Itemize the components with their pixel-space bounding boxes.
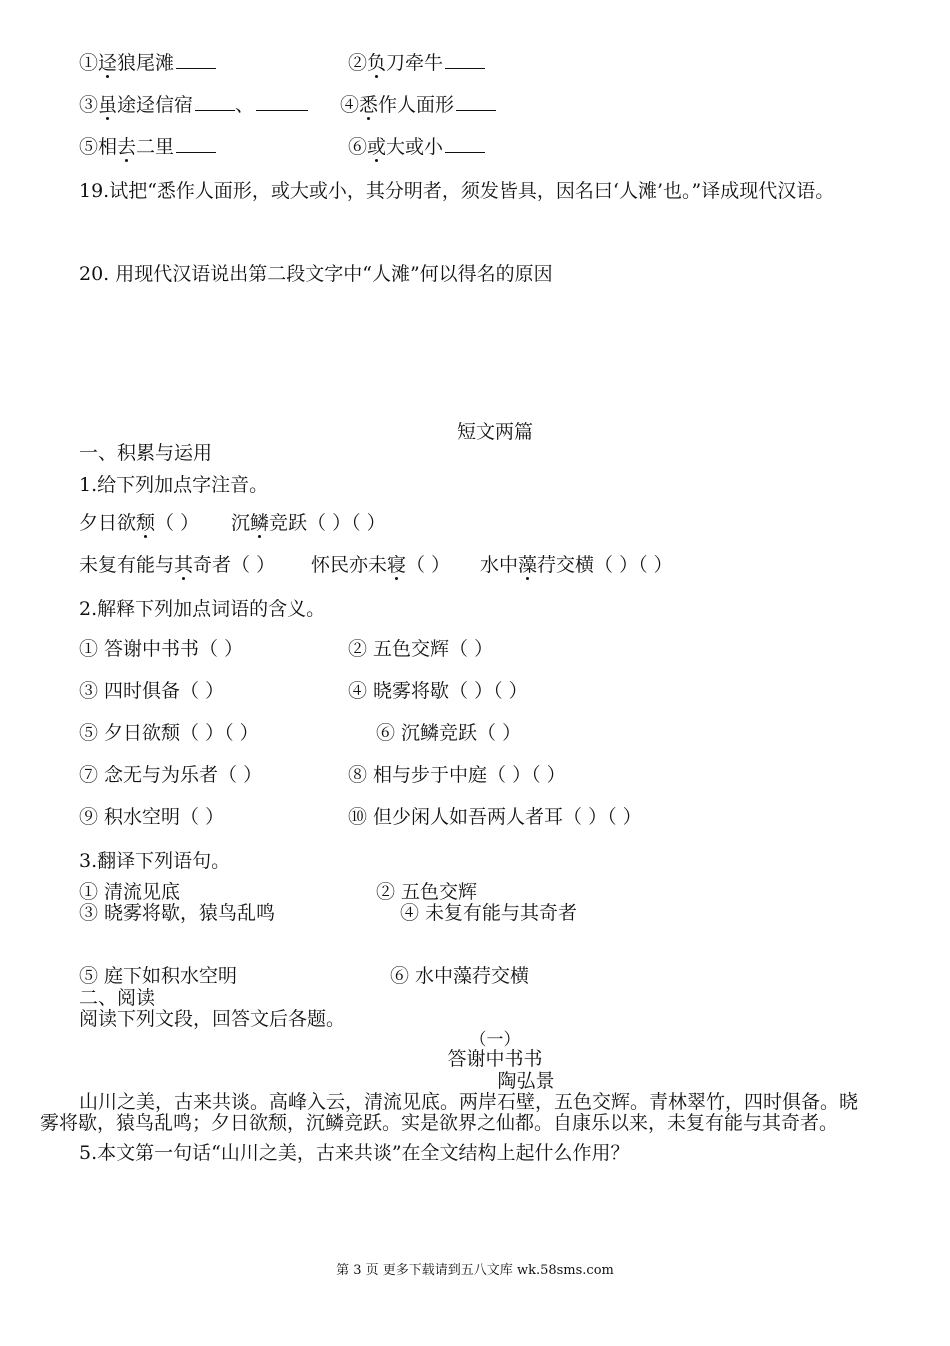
dotted-char: 悉 [359, 94, 379, 116]
passage-author: 陶弘景 [497, 1070, 555, 1092]
page-footer: 第 3 页 更多下载请到五八文库 wk.58sms.com [336, 1263, 614, 1278]
dotted-char: 寝 [387, 554, 407, 576]
answer-blank[interactable] [445, 50, 485, 69]
question-2-title: 2.解释下列加点词语的含义。 [79, 598, 326, 620]
passage-title: 答谢中书书 [447, 1048, 543, 1070]
q2-item-4: ④ 晓雾将歇（ ）（ ） [348, 680, 528, 702]
passage-line-2: 雾将歇，猿鸟乱鸣；夕日欲颓，沉鳞竞跃。实是欲界之仙都。自康乐以来，未复有能与其奇者。 [40, 1112, 839, 1134]
q18-item-4: ④悉作人面形 [340, 91, 496, 119]
question-3-title: 3.翻译下列语句。 [79, 850, 231, 872]
dotted-char: 鳞 [250, 512, 270, 534]
section-title: 短文两篇 [456, 421, 533, 443]
q18-item-6: ⑥或大或小 [348, 133, 485, 161]
q3-item-2: ② 五色交辉 [376, 881, 478, 903]
answer-blank[interactable] [456, 92, 496, 111]
q3-item-5: ⑤ 庭下如积水空明 [79, 965, 238, 987]
dotted-char: 虽 [98, 94, 118, 116]
passage-line-1: 山川之美，古来共谈。高峰入云，清流见底。两岸石壁，五色交辉。青林翠竹，四时俱备。晓 [79, 1091, 859, 1113]
q2-item-9: ⑨ 积水空明（ ） [79, 806, 225, 828]
q2-item-1: ① 答谢中书书（ ） [79, 638, 244, 660]
answer-blank[interactable] [195, 92, 235, 111]
dotted-char: 去 [117, 136, 137, 158]
q1-item: 沉鳞竞跃（ ）（ ） [231, 512, 386, 534]
q1-item: 夕日欲颓（ ） [79, 512, 200, 534]
dotted-char: 迳 [98, 52, 118, 74]
q3-item-6: ⑥ 水中藻荇交横 [390, 965, 530, 987]
q18-item-1: ①迳狼尾滩 [79, 49, 216, 77]
dotted-char: 或 [367, 136, 387, 158]
q3-item-3: ③ 晓雾将歇，猿鸟乱鸣 [79, 902, 276, 924]
question-1-title: 1.给下列加点字注音。 [79, 474, 269, 496]
part-two-heading: 二、阅读 [79, 987, 156, 1009]
answer-blank[interactable] [445, 134, 485, 153]
passage-number: （一） [469, 1030, 521, 1050]
q2-item-5: ⑤ 夕日欲颓（ ）（ ） [79, 722, 259, 744]
q2-item-6: ⑥ 沉鳞竞跃（ ） [376, 722, 522, 744]
q3-item-1: ① 清流见底 [79, 881, 181, 903]
question-20: 20. 用现代汉语说出第二段文字中“人滩”何以得名的原因 [79, 263, 553, 285]
q3-item-4: ④ 未复有能与其奇者 [400, 902, 578, 924]
question-19: 19.试把“悉作人面形，或大或小，其分明者，须发皆具，因名曰‘人滩’也。”译成现代汉语。 [79, 180, 835, 202]
q1-item: 未复有能与其奇者（ ） [79, 554, 276, 576]
question-5: 5.本文第一句话“山川之美，古来共谈”在全文结构上起什么作用？ [79, 1142, 630, 1164]
q18-item-3: ③虽途迳信宿 、 [79, 91, 308, 119]
q2-item-8: ⑧ 相与步于中庭（ ）（ ） [348, 764, 566, 786]
dotted-char: 颓 [136, 512, 156, 534]
reading-instruction: 阅读下列文段，回答文后各题。 [79, 1008, 346, 1030]
dotted-char: 藻 [518, 554, 538, 576]
answer-blank[interactable] [176, 50, 216, 69]
q18-item-5: ⑤相去二里 [79, 133, 216, 161]
q18-item-2: ②负刀牵牛 [348, 49, 485, 77]
part-one-heading: 一、积累与运用 [79, 442, 213, 464]
q2-item-10: ⑩ 但少闲人如吾两人者耳（ ）（ ） [348, 806, 642, 828]
dotted-char: 负 [367, 52, 387, 74]
q2-item-2: ② 五色交辉（ ） [348, 638, 494, 660]
q2-item-7: ⑦ 念无与为乐者（ ） [79, 764, 263, 786]
answer-blank[interactable] [176, 134, 216, 153]
dotted-char: 其 [174, 554, 194, 576]
answer-blank[interactable] [256, 92, 308, 111]
q2-item-3: ③ 四时俱备（ ） [79, 680, 225, 702]
q1-item: 怀民亦未寝（ ） [311, 554, 451, 576]
q1-item: 水中藻荇交横（ ）（ ） [480, 554, 673, 576]
